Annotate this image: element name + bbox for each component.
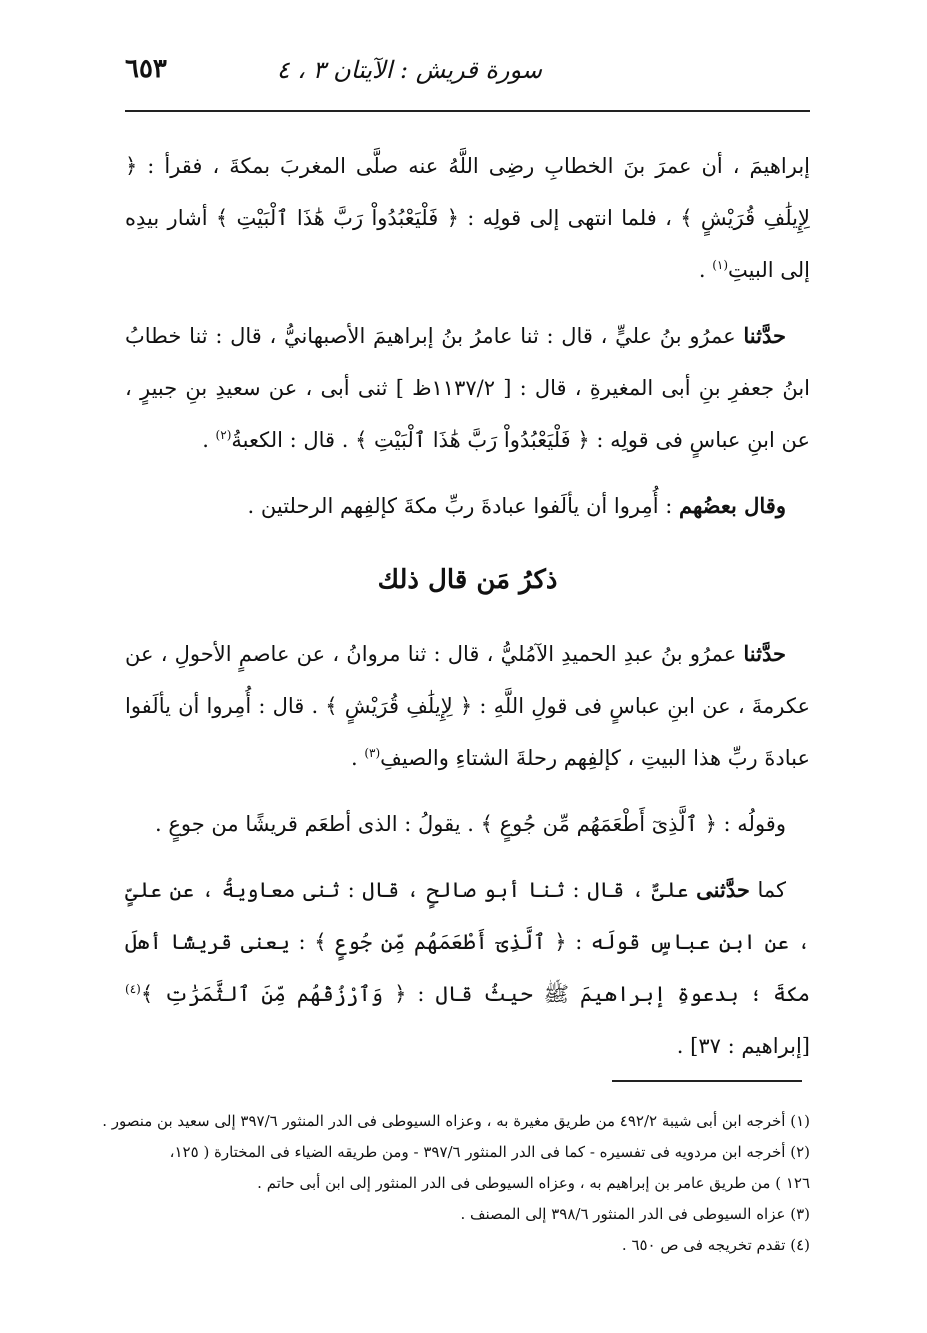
- paragraph-6-pre: كما: [749, 878, 786, 902]
- paragraph-4-lead: حدَّثنا: [743, 641, 786, 666]
- running-header: [125, 52, 802, 88]
- paragraph-1: [125, 140, 810, 296]
- page-number: ٦٥٣: [125, 54, 167, 84]
- paragraph-1-end: .: [698, 258, 713, 282]
- footnote-2: (٢) أخرجه ابن مردويه فى تفسيره - كما فى الدر المنثور ٣٩٧/٦ - ومن طريقه الضياء فى المختارة ( ١٢٥،: [169, 1143, 810, 1161]
- header-rule: [125, 110, 810, 112]
- footnote-ref-3: (٣): [364, 746, 381, 760]
- footnotes: [102, 1106, 810, 1261]
- running-title: سورة قريش : الآيتان ٣ ، ٤: [276, 56, 542, 84]
- footnote-ref-4: (٤): [125, 982, 141, 996]
- paragraph-3-text: : أُمِروا أن يألَفوا عبادةَ ربِّ مكةَ كإلفِهم الرحلتين .: [247, 494, 679, 518]
- paragraph-4: [125, 628, 810, 784]
- paragraph-3: [125, 480, 810, 532]
- main-text: [125, 140, 810, 1086]
- paragraph-2-text: عمرُو بنُ عليٍّ ، قال : ثنا عامرُ بنُ إبراهيمَ الأصبهانيُّ ، قال : ثنا خطابُ ابنُ جعفرِ بنِ أبى المغيرةِ ، قال : [ ١١٣٧/٢ظ ] ثنى أبى ، عن سعيدِ بنِ جبيرٍ ، عن ابنِ عباسٍ فى قولِه : ﴿ فَلْيَعْبُدُواْ رَبَّ هَٰذَا ٱلْبَيْتِ ﴾ . قال : الكعبةُ: [125, 324, 810, 452]
- section-title: ذكرُ مَن قال ذلك: [377, 565, 558, 595]
- footnote-1: (١) أخرجه ابن أبى شيبة ٤٩٢/٢ من طريق مغيرة به ، وعزاه السيوطى فى الدر المنثور ٣٩٧/٦ إلى سعيد بن منصور .: [102, 1112, 810, 1130]
- paragraph-2: [125, 310, 810, 466]
- paragraph-6-text: علىٌّ ، قال : ثنا أبو صالحٍ ، قال : ثنى معاويةُ ، عن علىٍّ ، عن ابنِ عباسٍ قولَه : ﴿ ٱلَّذِىٓ أَطْعَمَهُم مِّن جُوعٍ ﴾ : يعنى قريشًا أهلَ مكةَ ؛ بدعوةِ إبراهيمَ ﷺ حيثُ قال : ﴿ وَٱرْزُقْهُم مِّنَ ٱلثَّمَرَٰتِ ﴾: [125, 878, 810, 1006]
- paragraph-4-end: .: [350, 746, 365, 770]
- footnote-ref-2: (٢): [215, 428, 232, 442]
- footnote-3: (٣) عزاه السيوطى فى الدر المنثور ٣٩٨/٦ إلى المصنف .: [460, 1205, 810, 1223]
- footnote-4: (٤) تقدم تخريجه فى ص ٦٥٠ .: [621, 1236, 810, 1254]
- paragraph-5-text: وقولُه : ﴿ ٱلَّذِىٓ أَطْعَمَهُم مِّن جُوعٍ ﴾ . يقولُ : الذى أطعَم قريشًا من جوعٍ .: [155, 812, 786, 836]
- paragraph-6: [125, 864, 810, 1072]
- paragraph-6-lead: حدَّثنى: [696, 877, 750, 902]
- footnote-rule: [612, 1080, 802, 1082]
- paragraph-5: [125, 798, 810, 850]
- paragraph-2-end: .: [202, 428, 216, 452]
- paragraph-4-text: عمرُو بنُ عبدِ الحميدِ الآمُليُّ ، قال : ثنا مروانُ ، عن عاصمٍ الأحولِ ، عن عكرمةَ ، عن ابنِ عباسٍ فى قولِ اللَّهِ : ﴿ لِإِيلَٰفِ قُرَيْشٍ ﴾ . قال : أُمِروا أن يألَفوا عبادةَ ربِّ هذا البيتِ ، كإلفِهم رحلةَ الشتاءِ والصيفِ: [125, 642, 810, 770]
- paragraph-6-end: [إبراهيم : ٣٧] .: [676, 1034, 810, 1058]
- paragraph-3-lead: وقال بعضُهم: [679, 493, 786, 518]
- footnote-ref-1: (١): [712, 258, 729, 272]
- footnote-2-continued: ١٢٦ ) من طريق عامر بن إبراهيم به ، وعزاه السيوطى فى الدر المنثور إلى ابن أبى حاتم .: [257, 1174, 810, 1192]
- paragraph-2-lead: حدَّثنا: [743, 323, 786, 348]
- paragraph-1-text: إبراهيمَ ، أن عمرَ بنَ الخطابِ رضِى اللَّهُ عنه صلَّى المغربَ بمكةَ ، فقرأ : ﴿ لِإِيلَٰفِ قُرَيْشٍ ﴾ ، فلما انتهى إلى قولِه : ﴿ فَلْيَعْبُدُواْ رَبَّ هَٰذَا ٱلْبَيْتِ ﴾ أشار بيدِه إلى البيتِ: [125, 154, 810, 282]
